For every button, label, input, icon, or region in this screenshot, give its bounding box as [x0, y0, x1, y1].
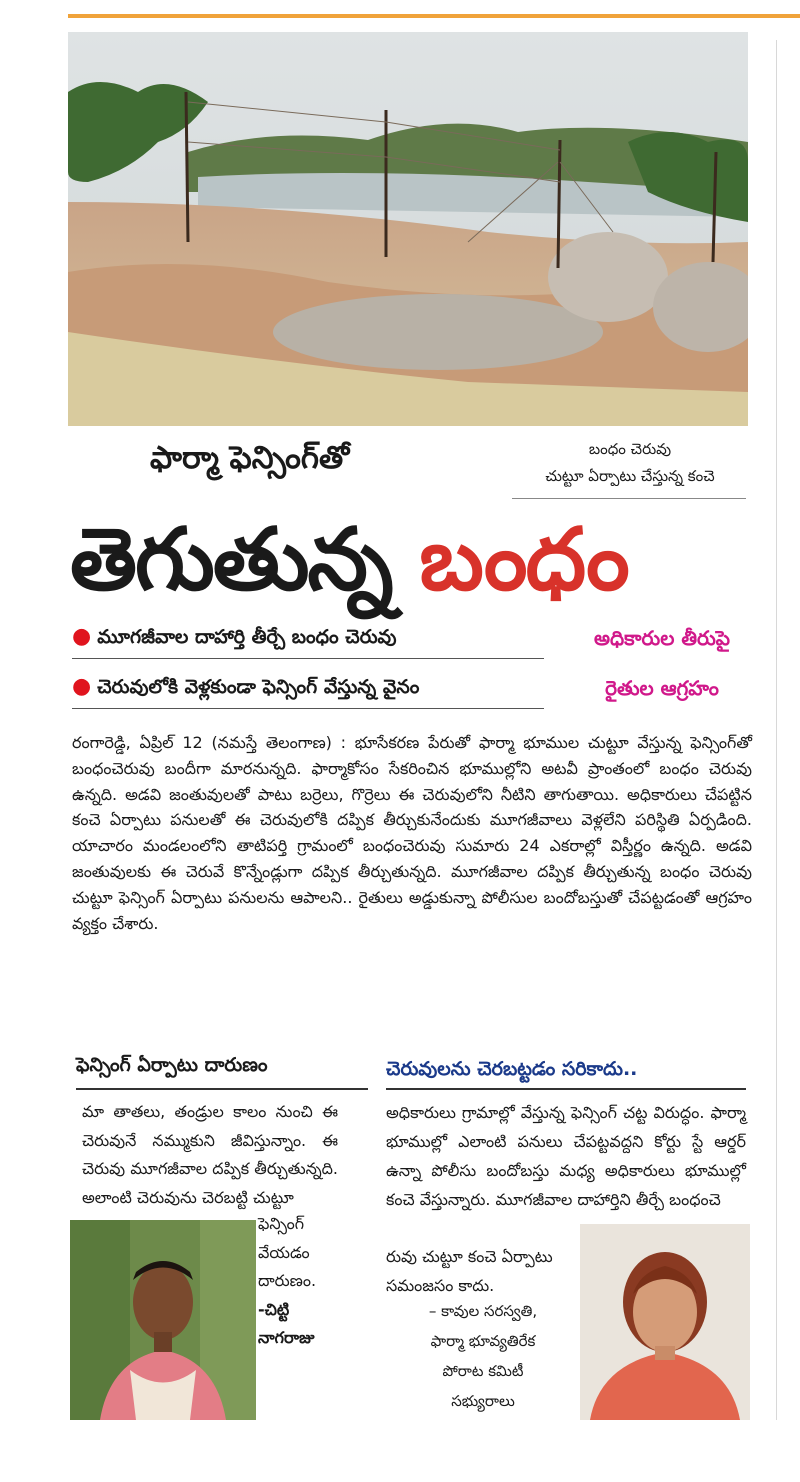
right-box-title: చెరువులను చెరబట్టడం సరికాదు..: [386, 1058, 638, 1080]
bullet-dot-icon: ●: [72, 674, 92, 699]
bullet-rule: [72, 708, 544, 709]
left-box-attribution-2: నాగరాజు: [258, 1328, 315, 1347]
photo-caption: [510, 436, 750, 490]
caption-rule: [512, 498, 746, 499]
photo-caption-line2: చుట్టూ ఏర్పాటు చేస్తున్న కంచె: [545, 467, 715, 485]
bullet-point: [72, 674, 419, 703]
right-box-attribution-4: సభ్యురాలు: [451, 1392, 515, 1410]
bullet-rule: [72, 658, 544, 659]
bullet-text: మూగజీవాల దాహార్తి తీర్చే బంధం చెరువు: [97, 626, 397, 648]
bullet-dot-icon: ●: [72, 624, 92, 649]
side-highlight-line1: అధికారుల తీరుపై: [593, 626, 731, 650]
lake-fence-photo: [68, 32, 748, 426]
right-box-attribution-2: ఫార్మా భూవ్యతిరేక: [430, 1332, 536, 1350]
right-box-attribution: [398, 1296, 568, 1416]
right-box-rule: [386, 1088, 746, 1090]
left-box-rule: [76, 1088, 368, 1090]
left-box-title: ఫెన్సింగ్‌ ఏర్పాటు దారుణం: [76, 1054, 268, 1076]
photo-caption-line1: బంధం చెరువు: [588, 440, 672, 458]
column-divider: [776, 40, 777, 1420]
headline: [70, 500, 760, 620]
farmer-portrait: [70, 1220, 256, 1420]
bullet-point: [72, 624, 397, 653]
top-accent-bar: [68, 14, 800, 18]
right-box-attribution-1: – కావుల సరస్వతి,: [428, 1302, 538, 1320]
left-box-text: మా తాతలు, తండ్రుల కాలం నుంచి ఈ చెరువునే నమ్ముకుని జీవిస్తున్నాం. ఈ చెరువు మూగజీవాల దప్పిక తీర్చుతున్నది. అలాంటి చెరువును చెరబట్టి చుట్టూ: [82, 1102, 338, 1207]
article-body: రంగారెడ్డి, ఏప్రిల్‌ 12 (నమస్తే తెలంగాణ) : భూసేకరణ పేరుతో ఫార్మా భూముల చుట్టూ వేస్తున్న ఫెన్సింగ్‌తో బంధంచెరువు బందీగా మారనున్నది. ఫార్మాకోసం సేకరించిన భూముల్లోని అటవీ ప్రాంతంలో బంధం చెరువు ఉన్నది. అడవి జంతువులతో పాటు బర్రెలు, గొర్రెలు ఈ చెరువులోని నీటిని తాగుతాయి. అధికారులు చేపట్టిన కంచె ఏర్పాటు పనులతో ఈ చెరువులోకి దప్పిక తీర్చుకునేందుకు మూగజీవాలు వెళ్లలేని పరిస్థితి ఏర్పడింది. యాచారం మండలంలోని తాటిపర్తి గ్రామంలో బంధంచెరువు సుమారు 24 ఎకరాల్లో విస్తీర్ణం ఉన్నది. అడవి జంతువులకు ఈ చెరువే కొన్నేండ్లుగా దప్పిక తీర్చుతున్నది. మూగజీవాల దప్పిక తీర్చుతున్న బంధం చెరువు చుట్టూ ఫెన్సింగ్‌ ఏర్పాటు పనులను ఆపాలని.. రైతులు అడ్డుకున్నా పోలీసుల బందోబస్తుతో చేపట్టడంతో ఆగ్రహం వ్యక్తం చేశారు.: [72, 733, 752, 933]
bullet-text: చెరువులోకి వెళ్లకుండా ఫెన్సింగ్‌ వేస్తున్న వైనం: [97, 676, 420, 698]
right-box-text: అధికారులు గ్రామాల్లో వేస్తున్న ఫెన్సింగ్‌ చట్ట విరుద్ధం. ఫార్మా భూముల్లో ఎలాంటి పనులు చేపట్టవద్దని కోర్టు స్టే ఆర్డర్‌ ఉన్నా పోలీసు బందోబస్తు మధ్య అధికారులు భూముల్లో కంచె వేస్తున్నారు. మూగజీవాల దాహార్తిని తీర్చే బంధంచె: [386, 1103, 746, 1209]
headline-part2: బంధం: [419, 510, 628, 610]
headline-part1: తెగుతున్న: [70, 510, 392, 610]
left-box-attribution-1: -చిట్టి: [258, 1299, 290, 1319]
left-box-tail-text: ఫెన్సింగ్‌ వేయడం దారుణం.: [258, 1214, 317, 1290]
side-highlight-line2: రైతుల ఆగ్రహం: [605, 676, 719, 700]
right-box-tail: రువు చుట్టూ కంచె ఏర్పాటు సమంజసం కాదు.: [386, 1247, 553, 1295]
headline-kicker: ఫార్మా ఫెన్సింగ్‌తో: [150, 440, 350, 476]
left-box-tail: [258, 1210, 358, 1353]
right-box-attribution-3: పోరాట కమిటీ: [442, 1362, 524, 1380]
activist-portrait: [580, 1224, 750, 1420]
